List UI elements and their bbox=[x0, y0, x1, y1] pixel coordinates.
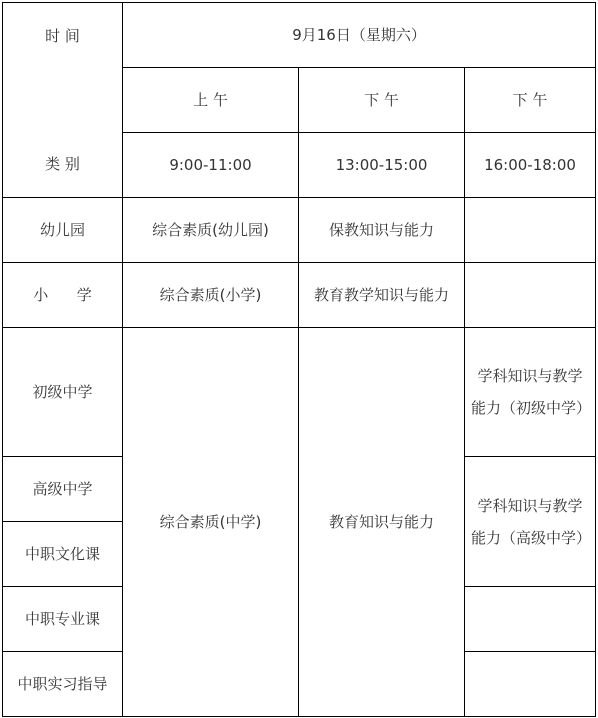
subject-vocational-practice-evening bbox=[465, 652, 596, 717]
table-row-kindergarten bbox=[3, 198, 596, 263]
subject-kindergarten-afternoon: 保教知识与能力 bbox=[299, 198, 465, 263]
table-row-primary bbox=[3, 263, 596, 328]
subject-primary-afternoon: 教育教学知识与能力 bbox=[299, 263, 465, 328]
half-day-afternoon-2: 下 午 bbox=[465, 68, 596, 133]
category-vocational-practice: 中职实习指导 bbox=[3, 652, 123, 717]
exam-date-header: 9月16日（星期六） bbox=[123, 3, 596, 68]
category-junior-high: 初级中学 bbox=[3, 328, 123, 457]
subject-kindergarten-evening bbox=[465, 198, 596, 263]
subject-kindergarten-morning: 综合素质(幼儿园) bbox=[123, 198, 299, 263]
time-slot-afternoon-1: 13:00-15:00 bbox=[299, 133, 465, 198]
header-corner-cell bbox=[3, 3, 123, 198]
subject-junior-high-evening: 学科知识与教学能力（初级中学） bbox=[465, 328, 596, 457]
time-slot-afternoon-2: 16:00-18:00 bbox=[465, 133, 596, 198]
exam-schedule-table bbox=[2, 2, 596, 717]
subject-senior-high-evening: 学科知识与教学能力（高级中学） bbox=[465, 457, 596, 587]
category-header-label: 类 别 bbox=[45, 155, 80, 173]
half-day-afternoon-1: 下 午 bbox=[299, 68, 465, 133]
subject-secondary-afternoon: 教育知识与能力 bbox=[299, 328, 465, 717]
subject-primary-morning: 综合素质(小学) bbox=[123, 263, 299, 328]
subject-primary-evening bbox=[465, 263, 596, 328]
category-vocational-culture: 中职文化课 bbox=[3, 522, 123, 587]
category-primary: 小 学 bbox=[3, 263, 123, 328]
time-header-label: 时 间 bbox=[45, 27, 80, 45]
table-row-junior-high bbox=[3, 328, 596, 457]
subject-vocational-major-evening bbox=[465, 587, 596, 652]
subject-secondary-morning: 综合素质(中学) bbox=[123, 328, 299, 717]
category-vocational-major: 中职专业课 bbox=[3, 587, 123, 652]
category-senior-high: 高级中学 bbox=[3, 457, 123, 522]
half-day-morning: 上 午 bbox=[123, 68, 299, 133]
time-slot-morning: 9:00-11:00 bbox=[123, 133, 299, 198]
date-header-row bbox=[3, 3, 596, 68]
category-kindergarten: 幼儿园 bbox=[3, 198, 123, 263]
